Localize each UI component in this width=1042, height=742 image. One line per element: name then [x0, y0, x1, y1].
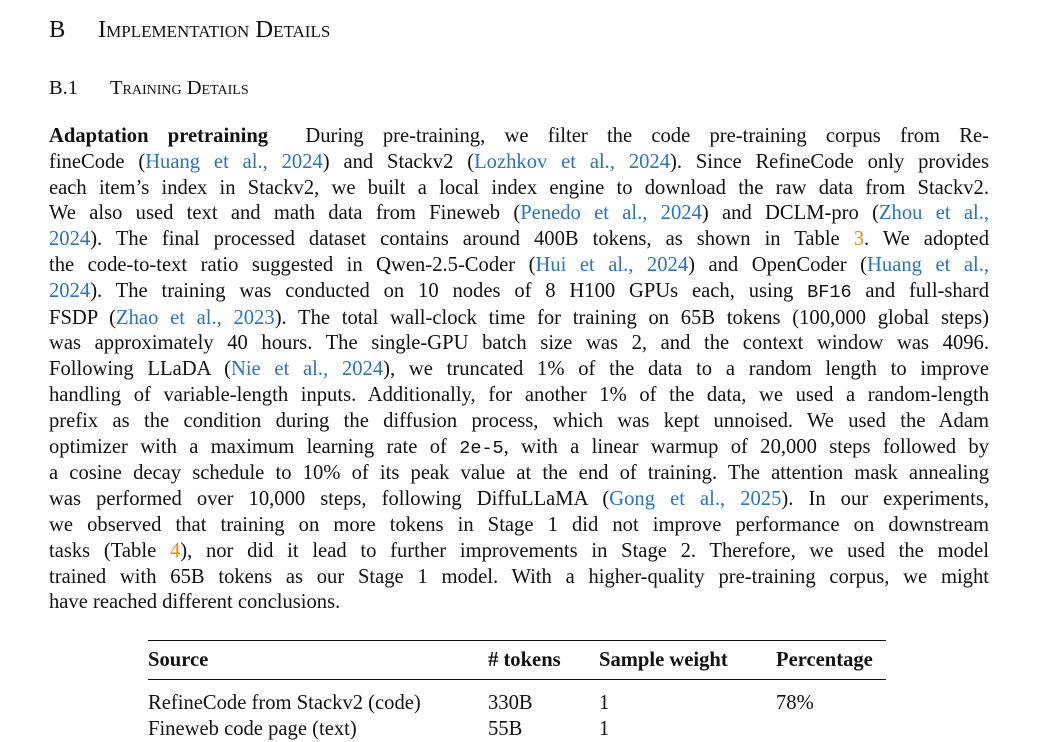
section-heading [49, 14, 330, 46]
subsection-title: Training Details [110, 77, 249, 99]
data-source-table [148, 640, 886, 742]
section-number: B [49, 16, 66, 43]
paragraph-line [49, 487, 989, 513]
citation-link[interactable]: 2024 [49, 279, 91, 302]
paragraph-line [49, 331, 989, 357]
citation-link[interactable]: 2024 [49, 228, 91, 251]
paragraph-text: optimizer with a maximum learning rate of [49, 435, 460, 458]
paragraph-text: FSDP ( [49, 306, 117, 329]
table-row [148, 716, 886, 742]
paragraph-text: and full-shard [851, 279, 990, 302]
citation-link[interactable]: Hui et al., 2024 [535, 253, 689, 276]
run-in-heading: Adaptation pretraining [49, 125, 269, 147]
paragraph-text: trained with 65B tokens as our Stage 1 model. With a higher-quality pre-training corpus, we might [49, 565, 989, 588]
code-text: 2e-5 [459, 437, 504, 459]
table-cell: Fineweb code page (text) [148, 717, 357, 740]
paragraph-line [49, 409, 989, 435]
table-row [148, 680, 886, 717]
paragraph-line [49, 279, 989, 306]
paragraph-line [49, 461, 989, 487]
paragraph-text: fineCode ( [49, 150, 146, 173]
paragraph-text: ). In our experiments, [781, 488, 989, 511]
paragraph-text: ). Since RefineCode only provides [670, 150, 989, 173]
paragraph-text: ), we truncated 1% of the data to a random length to improve [383, 358, 989, 381]
citation-link[interactable]: Huang et al., 2024 [145, 150, 323, 173]
table-cell: 330B [488, 691, 533, 714]
paragraph-line [49, 150, 989, 176]
paragraph-line [49, 176, 989, 202]
body-paragraph [49, 124, 989, 616]
citation-link[interactable]: Penedo et al., 2024 [520, 202, 702, 225]
paragraph-line [49, 357, 989, 383]
citation-link[interactable]: Lozhkov et al., 2024 [474, 150, 671, 173]
paragraph-text: ). The training was conducted on 10 nodes of 8 H100 GPUs each, using [90, 279, 808, 302]
column-header: Source [148, 648, 209, 671]
paragraph-text: We also used text and math data from Fineweb ( [49, 202, 521, 225]
paragraph-text: During pre-training, we filter the code pre-training corpus from Re- [286, 125, 989, 147]
paragraph-text: Following LLaDA ( [49, 358, 231, 381]
table-cell [776, 716, 886, 742]
paragraph-text: . We adopted [864, 228, 989, 251]
paragraph-text: was performed over 10,000 steps, following DiffuLLaMA ( [49, 488, 610, 511]
paragraph-text: we observed that training on more tokens in Stage 1 did not improve performance on downstream [49, 513, 989, 536]
paragraph-line [49, 590, 989, 616]
paragraph-text: was approximately 40 hours. The single-GPU batch size was 2, and the context window was 4096. [49, 332, 989, 355]
paragraph-line [49, 435, 989, 462]
citation-link[interactable]: Gong et al., 2025 [609, 488, 782, 511]
column-header: # tokens [488, 648, 561, 671]
table-cell: 55B [488, 717, 523, 740]
table-cell: 1 [599, 691, 610, 714]
citation-link[interactable]: Nie et al., 2024 [230, 358, 384, 381]
paragraph-text: , with a linear warmup of 20,000 steps followed by [503, 435, 989, 458]
citation-link[interactable]: Zhao et al., 2023 [116, 306, 275, 329]
paragraph-text: have reached different conclusions. [49, 591, 341, 614]
column-header: Percentage [776, 648, 873, 671]
paragraph-line [49, 253, 989, 279]
paragraph-text: the code-to-text ratio suggested in Qwen-2.5-Coder ( [49, 253, 536, 276]
table-cell: 78% [776, 691, 814, 714]
paragraph-line [49, 539, 989, 565]
paragraph-text: ) and OpenCoder ( [688, 253, 868, 276]
table-cell: RefineCode from Stackv2 (code) [148, 691, 421, 714]
paragraph-line [49, 201, 989, 227]
citation-link[interactable]: Huang et al., [867, 253, 989, 276]
paragraph-text: each item’s index in Stackv2, we built a local index engine to download the raw data from Stackv2. [49, 176, 989, 199]
paragraph-line [49, 565, 989, 591]
paragraph-text: prefix as the condition during the diffusion process, which was kept unnoised. We used the Adam [49, 409, 989, 432]
table-ref-link[interactable]: 3 [853, 228, 865, 251]
table-cell: 1 [599, 717, 610, 740]
paragraph-text: ) and Stackv2 ( [322, 150, 475, 173]
column-header: Sample weight [599, 648, 728, 671]
table-ref-link[interactable]: 4 [169, 539, 181, 562]
paragraph-text: handling of variable-length inputs. Additionally, for another 1% of the data, we used a random-length [49, 383, 989, 406]
paragraph-text: a cosine decay schedule to 10% of its peak value at the end of training. The attention mask annealing [49, 462, 989, 485]
paragraph-text: ). The total wall-clock time for training on 65B tokens (100,000 global steps) [274, 306, 989, 329]
subsection-number: B.1 [49, 77, 79, 99]
table-header-row [148, 641, 886, 680]
section-title: Implementation Details [98, 16, 331, 43]
citation-link[interactable]: Zhou et al., [878, 202, 989, 225]
paragraph-text: ), nor did it lead to further improvements in Stage 2. Therefore, we used the model [180, 539, 989, 562]
paragraph-line [49, 227, 989, 253]
code-text: BF16 [807, 281, 852, 303]
paragraph-text: tasks (Table [49, 539, 170, 562]
paragraph-text: ) and DCLM-pro ( [701, 202, 879, 225]
subsection-heading [49, 74, 249, 102]
paragraph-line [49, 383, 989, 409]
paragraph-text: ). The final processed dataset contains around 400B tokens, as shown in Table [90, 228, 854, 251]
paragraph-line [49, 513, 989, 539]
paragraph-line [49, 306, 989, 332]
paragraph-line [49, 124, 989, 150]
